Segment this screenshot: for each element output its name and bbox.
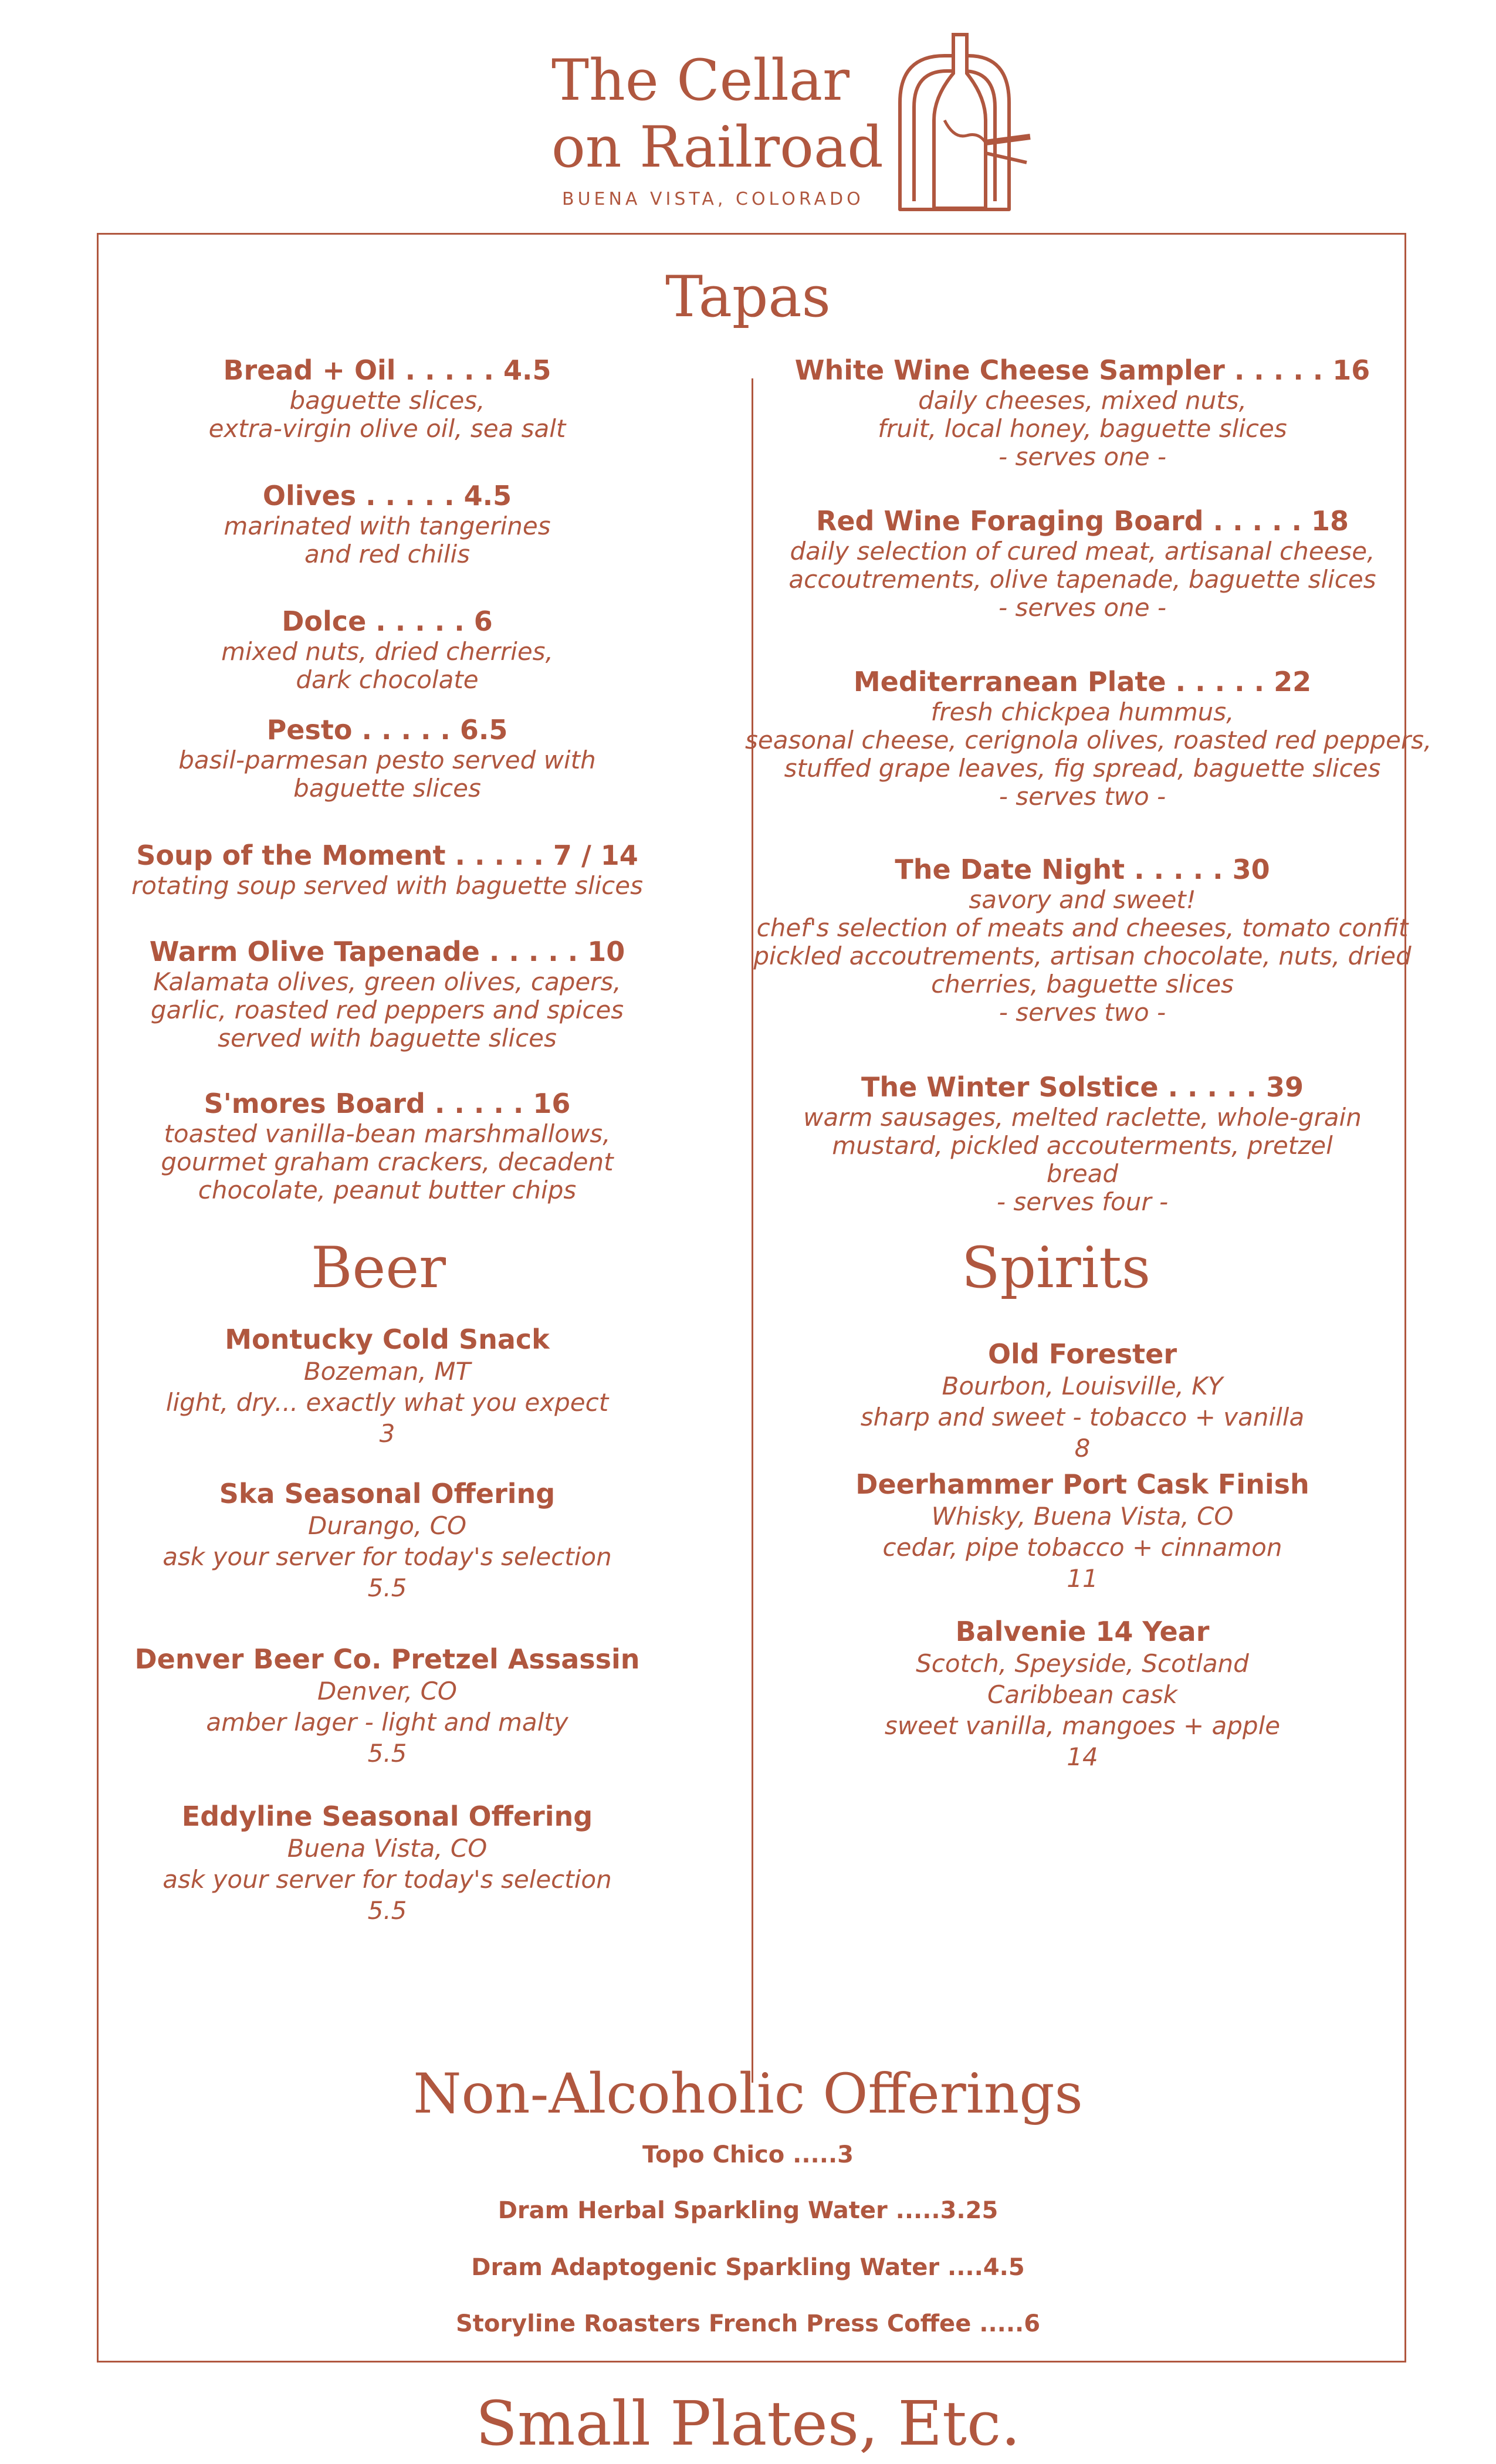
- drink-desc: cedar, pipe tobacco + cinnamon: [882, 1533, 1282, 1562]
- drink-name: Deerhammer Port Cask Finish: [855, 1468, 1309, 1500]
- menu-item-desc: garlic, roasted red peppers and spices: [150, 996, 624, 1024]
- menu-item-name: The Winter Solstice . . . . . 39: [861, 1071, 1304, 1103]
- wine-bottle-arch-icon: [898, 32, 1033, 214]
- drink-name: Montucky Cold Snack: [225, 1324, 550, 1355]
- menu-item-name: Warm Olive Tapenade . . . . . 10: [149, 936, 625, 967]
- section-title-beer: Beer: [310, 1235, 446, 1301]
- drink-price: 5.5: [367, 1896, 407, 1925]
- drink-desc: sweet vanilla, mangoes + apple: [884, 1711, 1281, 1740]
- menu-item-name: White Wine Cheese Sampler . . . . . 16: [794, 354, 1370, 386]
- menu-item-desc: daily selection of cured meat, artisanal cheese,: [790, 537, 1375, 566]
- drink-name: Ska Seasonal Offering: [219, 1478, 556, 1509]
- drink-desc: Whisky, Buena Vista, CO: [931, 1502, 1234, 1531]
- drink-desc: ask your server for today's selection: [163, 1865, 612, 1894]
- tapas-item: [745, 665, 1432, 811]
- drink-origin: Bozeman, MT: [303, 1357, 471, 1386]
- restaurant-name-line2: on Railroad: [551, 114, 884, 180]
- drink-name: Eddyline Seasonal Offering: [181, 1800, 593, 1832]
- spirit-item: [745, 1615, 1420, 1772]
- tapas-item: [745, 354, 1420, 471]
- menu-item-desc: - serves two -: [999, 998, 1166, 1027]
- section-title-tapas: Tapas: [665, 264, 831, 330]
- menu-item-desc: rotating soup served with baguette slices: [131, 871, 643, 900]
- beer-item: [123, 1800, 651, 1926]
- drink-price: 3: [379, 1419, 395, 1448]
- drink-desc: Bourbon, Louisville, KY: [942, 1372, 1223, 1400]
- menu-item-name: Bread + Oil . . . . . 4.5: [223, 354, 551, 386]
- drink-origin: Denver, CO: [317, 1677, 457, 1705]
- menu-item-desc: - serves one -: [998, 593, 1167, 622]
- drink-price: 5.5: [367, 1739, 407, 1768]
- drink-price: 14: [1067, 1742, 1098, 1771]
- menu-item-desc: fruit, local honey, baguette slices: [878, 414, 1287, 443]
- tapas-item: [123, 605, 651, 694]
- tapas-item: [123, 839, 651, 900]
- drink-name: Denver Beer Co. Pretzel Assassin: [134, 1643, 640, 1675]
- non-alcoholic-item: Storyline Roasters French Press Coffee .....6: [455, 2310, 1041, 2337]
- section-title-non-alcoholic: Non-Alcoholic Offerings: [413, 2062, 1083, 2126]
- menu-item-desc: pickled accoutrements, artisan chocolate, nuts, dried: [753, 942, 1412, 970]
- menu-item-desc: - serves two -: [999, 782, 1166, 811]
- drink-origin: Buena Vista, CO: [287, 1834, 488, 1863]
- menu-item-name: S'mores Board . . . . . 16: [204, 1088, 571, 1119]
- menu-item-desc: toasted vanilla-bean marshmallows,: [164, 1119, 611, 1148]
- drink-name: Old Forester: [987, 1338, 1177, 1370]
- drink-desc: Scotch, Speyside, Scotland: [916, 1649, 1249, 1678]
- menu-item-desc: stuffed grape leaves, fig spread, baguette slices: [784, 754, 1381, 783]
- menu-item-name: Dolce . . . . . 6: [282, 605, 493, 637]
- menu-item-desc: marinated with tangerines: [224, 512, 551, 540]
- menu-item-desc: savory and sweet!: [969, 885, 1196, 914]
- drink-desc: light, dry... exactly what you expect: [165, 1388, 609, 1417]
- spirit-item: [745, 1468, 1420, 1594]
- menu-item-name: The Date Night . . . . . 30: [895, 854, 1270, 885]
- tapas-item: [745, 505, 1420, 622]
- tapas-item: [123, 354, 651, 443]
- frame-top-rule: [97, 233, 1406, 235]
- section-title-spirits: Spirits: [961, 1235, 1151, 1301]
- menu-item-name: Olives . . . . . 4.5: [262, 480, 512, 512]
- menu-item-desc: bread: [1046, 1159, 1119, 1188]
- menu-item-desc: baguette slices,: [289, 386, 485, 415]
- drink-desc: sharp and sweet - tobacco + vanilla: [860, 1403, 1305, 1431]
- menu-item-desc: chocolate, peanut butter chips: [198, 1176, 577, 1204]
- menu-item-desc: dark chocolate: [296, 665, 479, 694]
- menu-item-desc: mixed nuts, dried cherries,: [221, 637, 553, 666]
- menu-item-desc: served with baguette slices: [218, 1024, 557, 1052]
- menu-item-desc: gourmet graham crackers, decadent: [161, 1148, 614, 1176]
- menu-item-desc: warm sausages, melted raclette, whole-grain: [803, 1103, 1362, 1132]
- beer-item: [123, 1643, 651, 1769]
- beer-item: [123, 1477, 651, 1603]
- drink-desc: Caribbean cask: [987, 1680, 1177, 1709]
- non-alcoholic-item: Dram Adaptogenic Sparkling Water ....4.5: [471, 2254, 1025, 2281]
- tapas-item: [123, 713, 651, 803]
- menu-item-desc: extra-virgin olive oil, sea salt: [208, 414, 566, 443]
- tapas-item: [745, 1071, 1420, 1216]
- frame-left-rule: [97, 233, 99, 2363]
- menu-item-desc: mustard, pickled accouterments, pretzel: [832, 1131, 1333, 1160]
- drink-price: 8: [1074, 1434, 1091, 1463]
- tapas-item: [123, 935, 651, 1052]
- drink-desc: amber lager - light and malty: [206, 1708, 568, 1737]
- menu-item-desc: Kalamata olives, green olives, capers,: [153, 967, 621, 996]
- restaurant-name-line1: The Cellar: [551, 48, 849, 113]
- tapas-item: [123, 479, 651, 568]
- column-divider: [752, 378, 753, 2083]
- menu-item-desc: and red chilis: [304, 540, 471, 568]
- menu-item-name: Pesto . . . . . 6.5: [266, 714, 508, 746]
- menu-item-desc: basil-parmesan pesto served with: [178, 746, 596, 774]
- drink-name: Balvenie 14 Year: [955, 1616, 1210, 1647]
- menu-item-desc: fresh chickpea hummus,: [930, 698, 1234, 726]
- menu-item-desc: cherries, baguette slices: [931, 970, 1234, 999]
- spirit-item: [745, 1338, 1420, 1464]
- drink-origin: Durango, CO: [307, 1511, 467, 1540]
- tapas-item: [745, 853, 1420, 1027]
- menu-item-desc: - serves four -: [996, 1187, 1169, 1216]
- menu-item-desc: baguette slices: [293, 774, 481, 803]
- restaurant-location: BUENA VISTA, COLORADO: [562, 189, 864, 209]
- menu-item-desc: - serves one -: [998, 442, 1167, 471]
- frame-bottom-rule: [97, 2361, 1406, 2363]
- restaurant-name: [551, 47, 927, 181]
- menu-item-name: Red Wine Foraging Board . . . . . 18: [815, 505, 1349, 537]
- drink-price: 11: [1067, 1564, 1098, 1593]
- drink-price: 5.5: [367, 1573, 407, 1602]
- tapas-item: [123, 1087, 651, 1204]
- menu-item-name: Soup of the Moment . . . . . 7 / 14: [136, 840, 638, 871]
- menu-item-desc: chef's selection of meats and cheeses, tomato confit: [756, 913, 1409, 942]
- drink-desc: ask your server for today's selection: [163, 1542, 612, 1571]
- menu-item-name: Mediterranean Plate . . . . . 22: [853, 666, 1312, 698]
- beer-item: [123, 1323, 651, 1449]
- non-alcoholic-item: Topo Chico .....3: [642, 2141, 854, 2168]
- menu-item-desc: daily cheeses, mixed nuts,: [918, 386, 1247, 415]
- menu-item-desc: accoutrements, olive tapenade, baguette slices: [788, 565, 1376, 594]
- section-title-small-plates: Small Plates, Etc.: [475, 2388, 1021, 2459]
- menu-item-desc: seasonal cheese, cerignola olives, roasted red peppers,: [745, 726, 1432, 754]
- non-alcoholic-item: Dram Herbal Sparkling Water .....3.25: [497, 2197, 999, 2224]
